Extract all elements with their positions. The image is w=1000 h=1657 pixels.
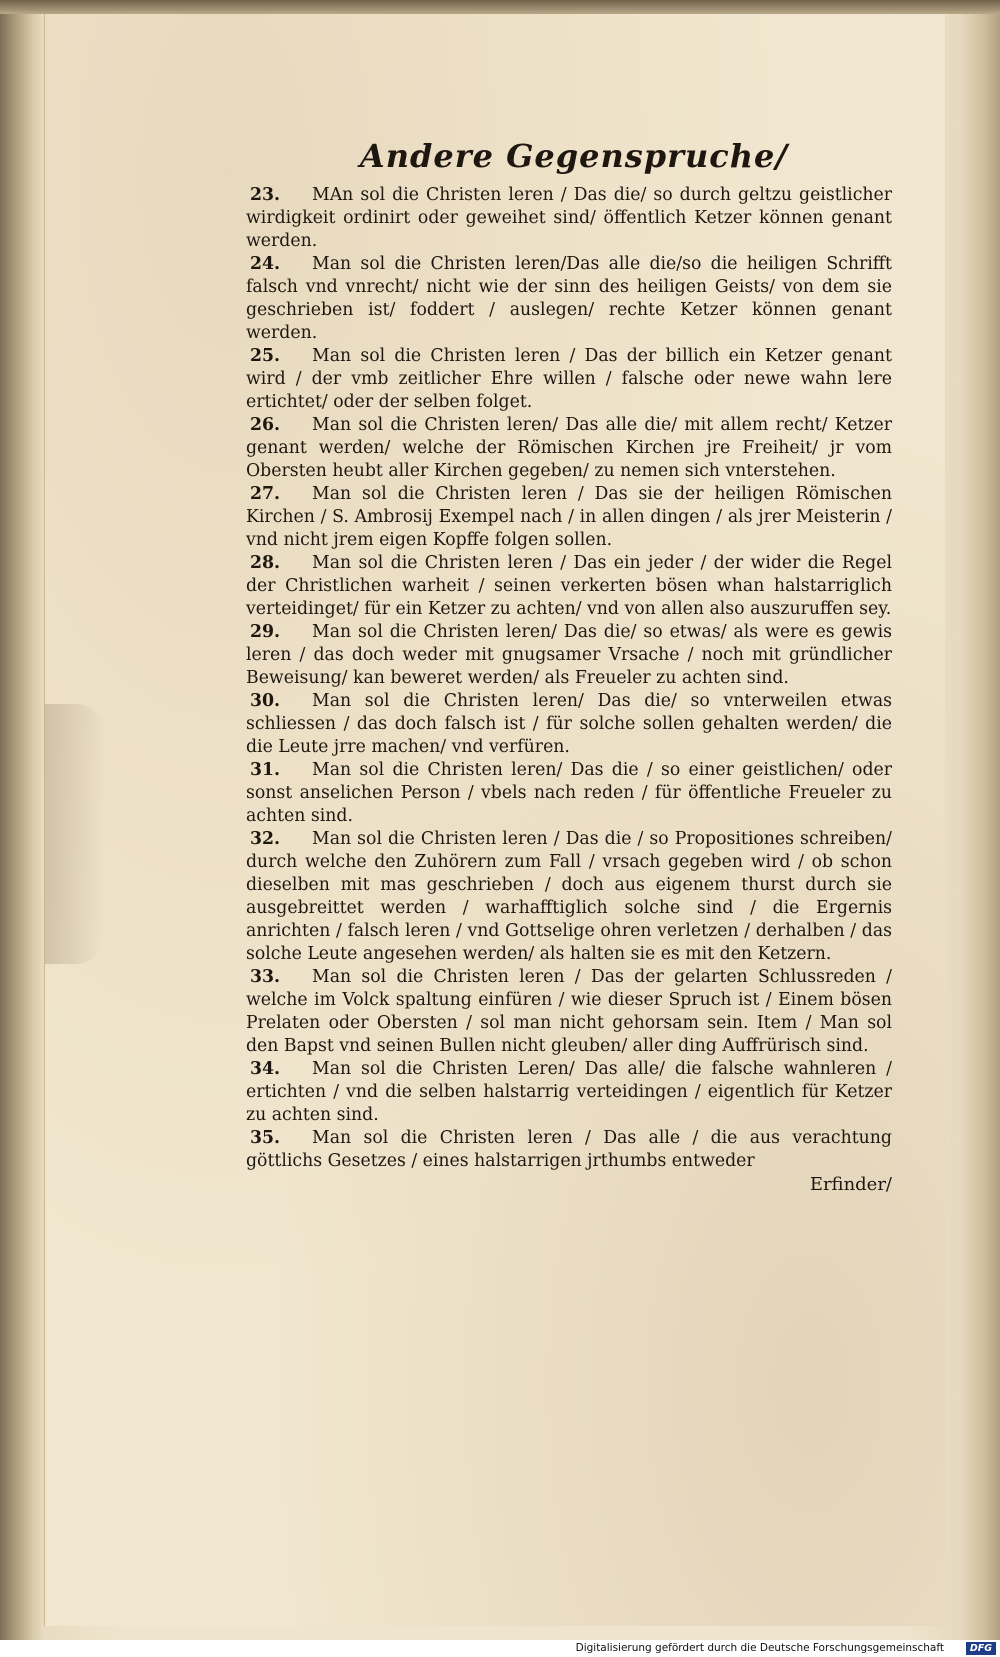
entry-30 [246, 690, 892, 759]
entry-number: 25. [250, 346, 281, 366]
entry-31 [246, 759, 892, 828]
entry-35 [246, 1127, 892, 1173]
entry-number: 35. [250, 1128, 281, 1148]
entry-23 [246, 184, 892, 253]
entry-text: Man sol die Christen leren / Das der billich ein Ketzer genant wird / der vmb zeitlicher Ehre willen / falsche oder newe wahn lere ertichtet/ oder der selben folget. [246, 346, 892, 412]
entry-29 [246, 621, 892, 690]
entry-27 [246, 483, 892, 552]
entry-list [246, 184, 892, 1173]
entry-32 [246, 828, 892, 966]
entry-text: Man sol die Christen leren/ Das die/ so vnterweilen etwas schliessen / das doch falsch ist / für solche sollen gehalten werden/ die die Leute jrre machen/ vnd verfüren. [246, 691, 892, 757]
entry-number: 23. [250, 185, 281, 205]
entry-number: 30. [250, 691, 281, 711]
catchword: Erfinder/ [809, 1174, 892, 1195]
entry-number: 26. [250, 415, 281, 435]
entry-number: 33. [250, 967, 281, 987]
entry-number: 34. [250, 1059, 281, 1079]
page-heading: Andere Gegenspruche/ [359, 137, 789, 175]
entry-number: 28. [250, 553, 281, 573]
page-text [246, 136, 892, 1197]
entry-text: Man sol die Christen leren / Das sie der heiligen Römischen Kirchen / S. Ambrosij Exempel nach / in allen dingen / als jrer Meisterin / vnd nicht jrem eigen Kopffe folgen sollen. [246, 484, 892, 550]
entry-text: Man sol die Christen leren / Das der gelarten Schlussreden / welche im Volck spaltung einfüren / wie dieser Spruch ist / Einem bösen Prelaten oder Obersten / sol man nicht gehorsam sein. Item / Man sol den Bapst vnd seinen Bullen nicht gleuben/ aller ding Auffrürisch sind. [246, 967, 892, 1056]
entry-text: Man sol die Christen leren/ Das die/ so etwas/ als were es gewis leren / das doch weder mit gnugsamer Vrsache / noch mit gründlicher Beweisung/ kan beweret werden/ als Freueler zu achten sind. [246, 622, 892, 688]
entry-33 [246, 966, 892, 1058]
entry-number: 31. [250, 760, 281, 780]
entry-text: Man sol die Christen leren / Das alle / die aus verachtung göttlichs Gesetzes / eines halstarrigen jrthumbs entweder [246, 1128, 892, 1171]
footer-credit: Digitalisierung gefördert durch die Deutsche Forschungsgemeinschaft [575, 1642, 944, 1654]
entry-text: Man sol die Christen leren/ Das die / so einer geistlichen/ oder sonst anselichen Person / vbels nach reden / für öffentliche Freueler zu achten sind. [246, 760, 892, 826]
entry-text: Man sol die Christen Leren/ Das alle/ die falsche wahnleren / ertichten / vnd die selben halstarrig verteidingen / eigentlich für Ketzer zu achten sind. [246, 1059, 892, 1125]
page-fold-shadow [45, 704, 105, 964]
entry-28 [246, 552, 892, 621]
book-top-edge [0, 0, 1000, 14]
entry-text: Man sol die Christen leren/ Das alle die/ mit allem recht/ Ketzer genant werden/ welche der Römischen Kirchen jre Freiheit/ jr vom Obersten heubt aller Kirchen gegeben/ zu nemen sich vnterstehen. [246, 415, 892, 481]
digitization-footer [0, 1640, 1000, 1657]
entry-number: 27. [250, 484, 281, 504]
entry-25 [246, 345, 892, 414]
dfg-logo: DFG [966, 1642, 996, 1655]
entry-number: 29. [250, 622, 281, 642]
entry-34 [246, 1058, 892, 1127]
entry-text: Man sol die Christen leren/Das alle die/so die heiligen Schrifft falsch vnd vnrecht/ nicht wie der sinn des heiligen Geists/ von dem sie geschrieben ist/ foddert / auslegen/ rechte Ketzer können genant werden. [246, 254, 892, 343]
entry-text: MAn sol die Christen leren / Das die/ so durch geltzu geistlicher wirdigkeit ordinirt oder geweihet sind/ öffentlich Ketzer können genant werden. [246, 185, 892, 251]
entry-number: 24. [250, 254, 281, 274]
entry-text: Man sol die Christen leren / Das die / so Propositiones schreiben/ durch welche den Zuhörern zum Fall / vrsach gegeben wird / ob schon dieselben mit mas geschrieben / doch aus eigenem thurst durch sie ausgebreittet werden / warhafftiglich solche sind / die Ergernis anrichten / falsch leren / vnd Gottselige ohren verletzen / derhalben / das solche Leute angesehen werden/ als halten sie es mit den Ketzern. [246, 829, 892, 964]
entry-26 [246, 414, 892, 483]
entry-number: 32. [250, 829, 281, 849]
entry-text: Man sol die Christen leren / Das ein jeder / der wider die Regel der Christlichen warheit / seinen verkerten bösen whan halstarriglich verteidinget/ für ein Ketzer zu achten/ vnd von allen also auszuruffen sey. [246, 553, 892, 619]
entry-24 [246, 253, 892, 345]
